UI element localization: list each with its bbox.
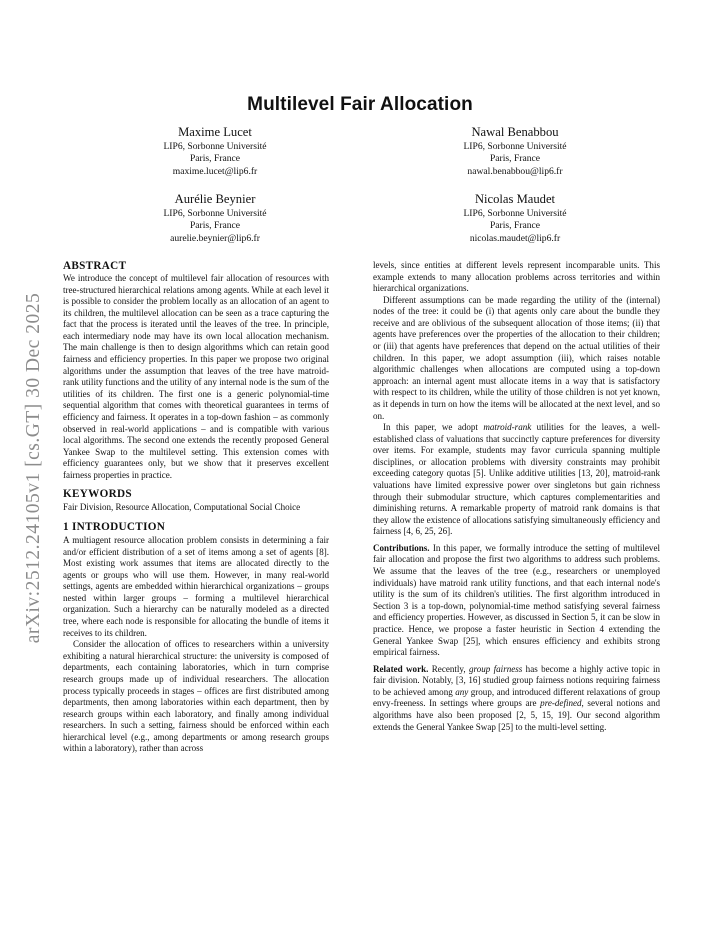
left-column [63,260,329,755]
author-location: Paris, France [189,220,241,232]
right-paragraph-2: Different assumptions can be made regarding the utility of the (internal) nodes of the tree: it could be (i) that agents only care about the bundle they receive and are oblivious of the subsequent allocation of those items; (ii) that agents have preferences over the properties of the allocation to their children; or (iii) that agents have preferences that depend on the actual utilities of their children. In this paper, we adopt assumption (iii), which raises notable algorithmic challenges when allocations are computed using a top-down approach: an internal agent must allocate items in a way that is satisfactory with respect to its children, while the utility of those children is not yet known, as it depends in turn on how the items will be allocated at the next level, and so on. [373,294,660,421]
contributions-paragraph: Contributions. In this paper, we formally introduce the setting of multilevel fair allocation and propose the first two algorithms to address such problems. We assume that the leaves of the tree (e.g., researchers or unemployed individuals) have matroid rank utility functions, and that each internal node's utility is the sum of its children's utilities. The first algorithm introduced in Section 3 is a top-down, polynomial-time method satisfying several fairness and efficiency properties. However, as discussed in Section 5, it can be slow in practice. Hence, we propose a faster heuristic in Section 4 extending the General Yankee Swap [25], which ensures efficiency and exhibits strong empirical fairness. [373,542,660,658]
author-name: Nawal Benabbou [471,125,559,139]
author-block [85,125,345,178]
author-name: Maxime Lucet [178,125,252,139]
author-affiliation: LIP6, Sorbonne Université [463,141,567,152]
author-name: Aurélie Beynier [174,192,256,206]
author-location: Paris, France [189,153,241,165]
paper-title: Multilevel Fair Allocation [247,94,473,115]
keywords-text: Fair Division, Resource Allocation, Computational Social Choice [63,502,301,513]
author-affiliation: LIP6, Sorbonne Université [163,141,267,152]
author-name: Nicolas Maudet [474,192,556,206]
author-email: nawal.benabbou@lip6.fr [467,165,563,177]
intro-paragraph-1: A multiagent resource allocation problem consists in determining a fair and/or efficient distribution of a set of items among a set of agents [8]. Most existing work assumes that items are allocated directly to the agents or groups who will use them. However, in many real-world settings, agents are embedded within hierarchical organizations – groups nested within larger groups – forming a multilevel hierarchical organization. Such a hierarchy can be naturally modeled as a directed tree, where each node is responsible for allocating the bundle of items it receives to its children. [63,534,329,638]
author-email: maxime.lucet@lip6.fr [172,165,258,177]
right-column [373,260,660,733]
author-block [385,192,645,245]
author-location: Paris, France [489,220,541,232]
author-email: nicolas.maudet@lip6.fr [469,232,561,244]
arxiv-stamp: arXiv:2512.24105v1 [cs.GT] 30 Dec 2025 [23,292,44,644]
author-email: aurelie.beynier@lip6.fr [170,232,260,244]
contributions-label: Contributions. [373,542,430,553]
right-paragraph-1: levels, since entities at different levels represent incomparable units. This example extends to many allocation problems across territories and within hierarchical organizations. [373,260,660,294]
author-block [85,192,345,245]
intro-paragraph-2: Consider the allocation of offices to researchers within a university exhibiting a natural hierarchical structure: the university is composed of departments, each containing laboratories, which in turn comprise research groups made up of individual researchers. The allocation process typically proceeds in stages – offices are first distributed among departments, then among laboratories within each department, then by research groups within each laboratory, and finally among individual researchers. In such a setting, fairness should be enforced within each hierarchical level (e.g., among departments or among research groups within a laboratory), rather than across [63,639,329,754]
author-location: Paris, France [489,153,541,165]
author-affiliation: LIP6, Sorbonne Université [163,208,267,219]
related-work-label: Related work. [373,663,429,674]
keywords-heading: KEYWORDS [63,488,132,501]
abstract-heading: ABSTRACT [63,260,127,272]
author-affiliation: LIP6, Sorbonne Université [463,208,567,219]
abstract-text: We introduce the concept of multilevel fair allocation of resources with tree-structured hierarchical relations among agents. While at each level it is possible to consider the problem locally as an allocation of an agent to its children, the multilevel allocation can be seen as a trace capturing the fact that the process is iterated until the leaves of the tree. In principle, each intermediary node may have its own local allocation mechanism. The main challenge is then to design algorithms which can retain good fairness and efficiency properties. In this paper we propose two original algorithms under the assumption that leaves of the tree have matroid-rank utility functions and the utility of any internal node is the sum of the utilities of its children. The first one is a generic polynomial-time sequential algorithm that comes with theoretical guarantees in terms of efficiency and fairness. It operates in a top-down fashion – as commonly observed in real-world applications – and is compatible with various local algorithms. The second one extends the recently proposed General Yankee Swap to the multilevel setting. This extension comes with efficiency guarantees only, but we show that it preserves excellent fairness properties in practice. [63,273,329,480]
right-paragraph-3: In this paper, we adopt matroid-rank utilities for the leaves, a well-established class of valuations that succinctly capture preferences for diversity over items. For example, students may favor curricula spanning multiple disciplines, or allocation problems with diversity constraints may prohibit exceeding category quotas [5]. Unlike additive utilities [13, 20], matroid-rank valuations have limited expressive power over singletons but gain richness through their submodular structure, which captures complementarities and diminishing returns. A remarkable property of matroid rank domains is that they allow the existence of allocations satisfying simultaneously efficiency and fairness [4, 6, 25, 26]. [373,422,660,537]
intro-heading: 1 INTRODUCTION [63,520,166,533]
author-block [385,125,645,178]
related-work-paragraph: Related work. Recently, group fairness has become a highly active topic in fair division. Notably, [3, 16] studied group fairness notions requiring fairness to be achieved among any group, and introduced different relaxations of group envy-freeness. In settings where groups are pre-defined, several notions and algorithms have also been proposed [2, 5, 15, 19]. Our second algorithm extends the General Yankee Swap [25] to the multi-level setting. [373,663,660,732]
